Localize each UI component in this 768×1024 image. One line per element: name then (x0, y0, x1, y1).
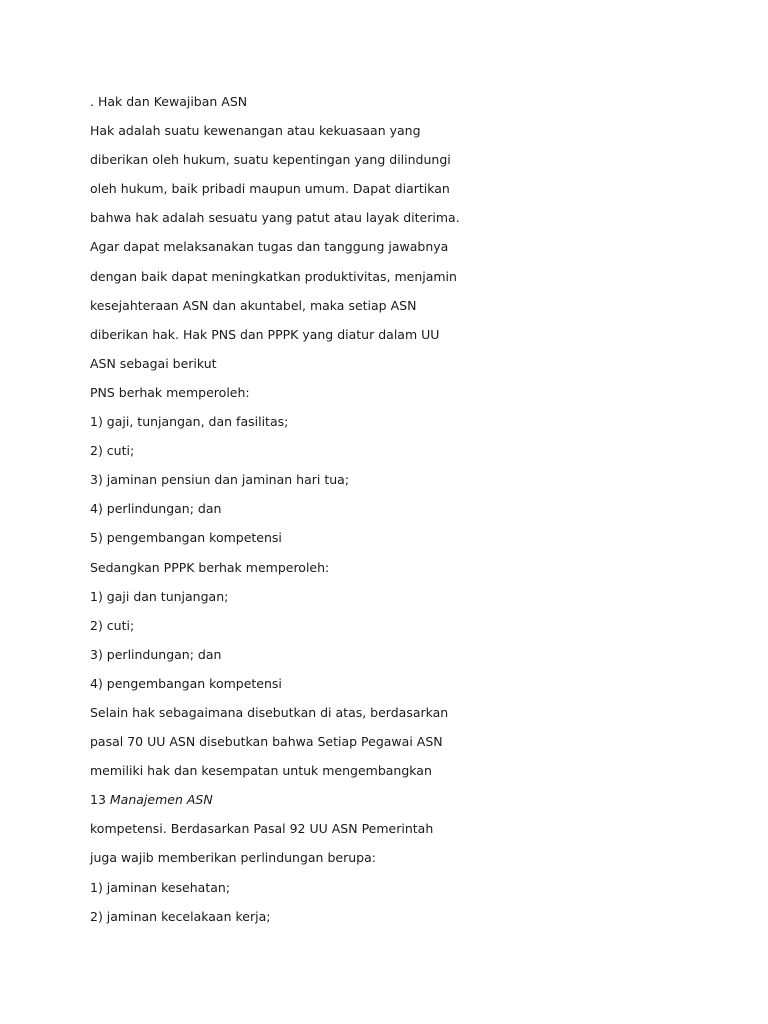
paragraph-line: pasal 70 UU ASN disebutkan bahwa Setiap Pegawai ASN (90, 734, 443, 750)
protection-list (90, 873, 690, 931)
continuation-paragraph (90, 814, 690, 872)
paragraph-line: kesejahteraan ASN dan akuntabel, maka setiap ASN (90, 297, 417, 313)
list-item: 2) jaminan kecelakaan kerja; (90, 908, 271, 924)
paragraph-line: memiliki hak dan kesempatan untuk mengembangkan (90, 763, 432, 779)
pppk-rights-list (90, 582, 690, 698)
paragraph-line: oleh hukum, baik pribadi maupun umum. Dapat diartikan (90, 181, 450, 197)
list-item: 5) pengembangan kompetensi (90, 530, 282, 546)
list-item: 3) perlindungan; dan (90, 646, 222, 662)
list-item: 1) gaji dan tunjangan; (90, 588, 229, 604)
document-body (90, 87, 690, 931)
list-item: 4) pengembangan kompetensi (90, 675, 282, 691)
paragraph-line: diberikan hak. Hak PNS dan PPPK yang diatur dalam UU (90, 326, 440, 342)
extra-rights-paragraph (90, 698, 690, 785)
pns-rights-list (90, 407, 690, 552)
paragraph-line: juga wajib memberikan perlindungan berupa: (90, 850, 376, 866)
paragraph-line: Selain hak sebagaimana disebutkan di atas, berdasarkan (90, 704, 449, 720)
running-title: Manajemen ASN (109, 792, 213, 808)
list-item: 1) gaji, tunjangan, dan fasilitas; (90, 414, 289, 430)
list-item: 3) jaminan pensiun dan jaminan hari tua; (90, 472, 350, 488)
paragraph-line: Hak adalah suatu kewenangan atau kekuasaan yang (90, 123, 421, 139)
paragraph-line: ASN sebagai berikut (90, 355, 217, 371)
list-item: 2) cuti; (90, 443, 135, 459)
pns-list-heading: PNS berhak memperoleh: (90, 384, 250, 400)
list-item: 2) cuti; (90, 617, 135, 633)
paragraph-line: dengan baik dapat meningkatkan produktivitas, menjamin (90, 268, 457, 284)
paragraph-line: Agar dapat melaksanakan tugas dan tanggung jawabnya (90, 239, 449, 255)
intro-paragraph (90, 116, 690, 378)
list-item: 4) perlindungan; dan (90, 501, 222, 517)
paragraph-line: diberikan oleh hukum, suatu kepentingan yang dilindungi (90, 152, 451, 168)
section-heading: . Hak dan Kewajiban ASN (90, 94, 248, 109)
page-footer (90, 785, 690, 814)
pppk-list-heading: Sedangkan PPPK berhak memperoleh: (90, 559, 330, 575)
list-item: 1) jaminan kesehatan; (90, 879, 231, 895)
paragraph-line: bahwa hak adalah sesuatu yang patut atau layak diterima. (90, 210, 460, 226)
page-number: 13 (90, 792, 106, 808)
paragraph-line: kompetensi. Berdasarkan Pasal 92 UU ASN Pemerintah (90, 821, 434, 837)
